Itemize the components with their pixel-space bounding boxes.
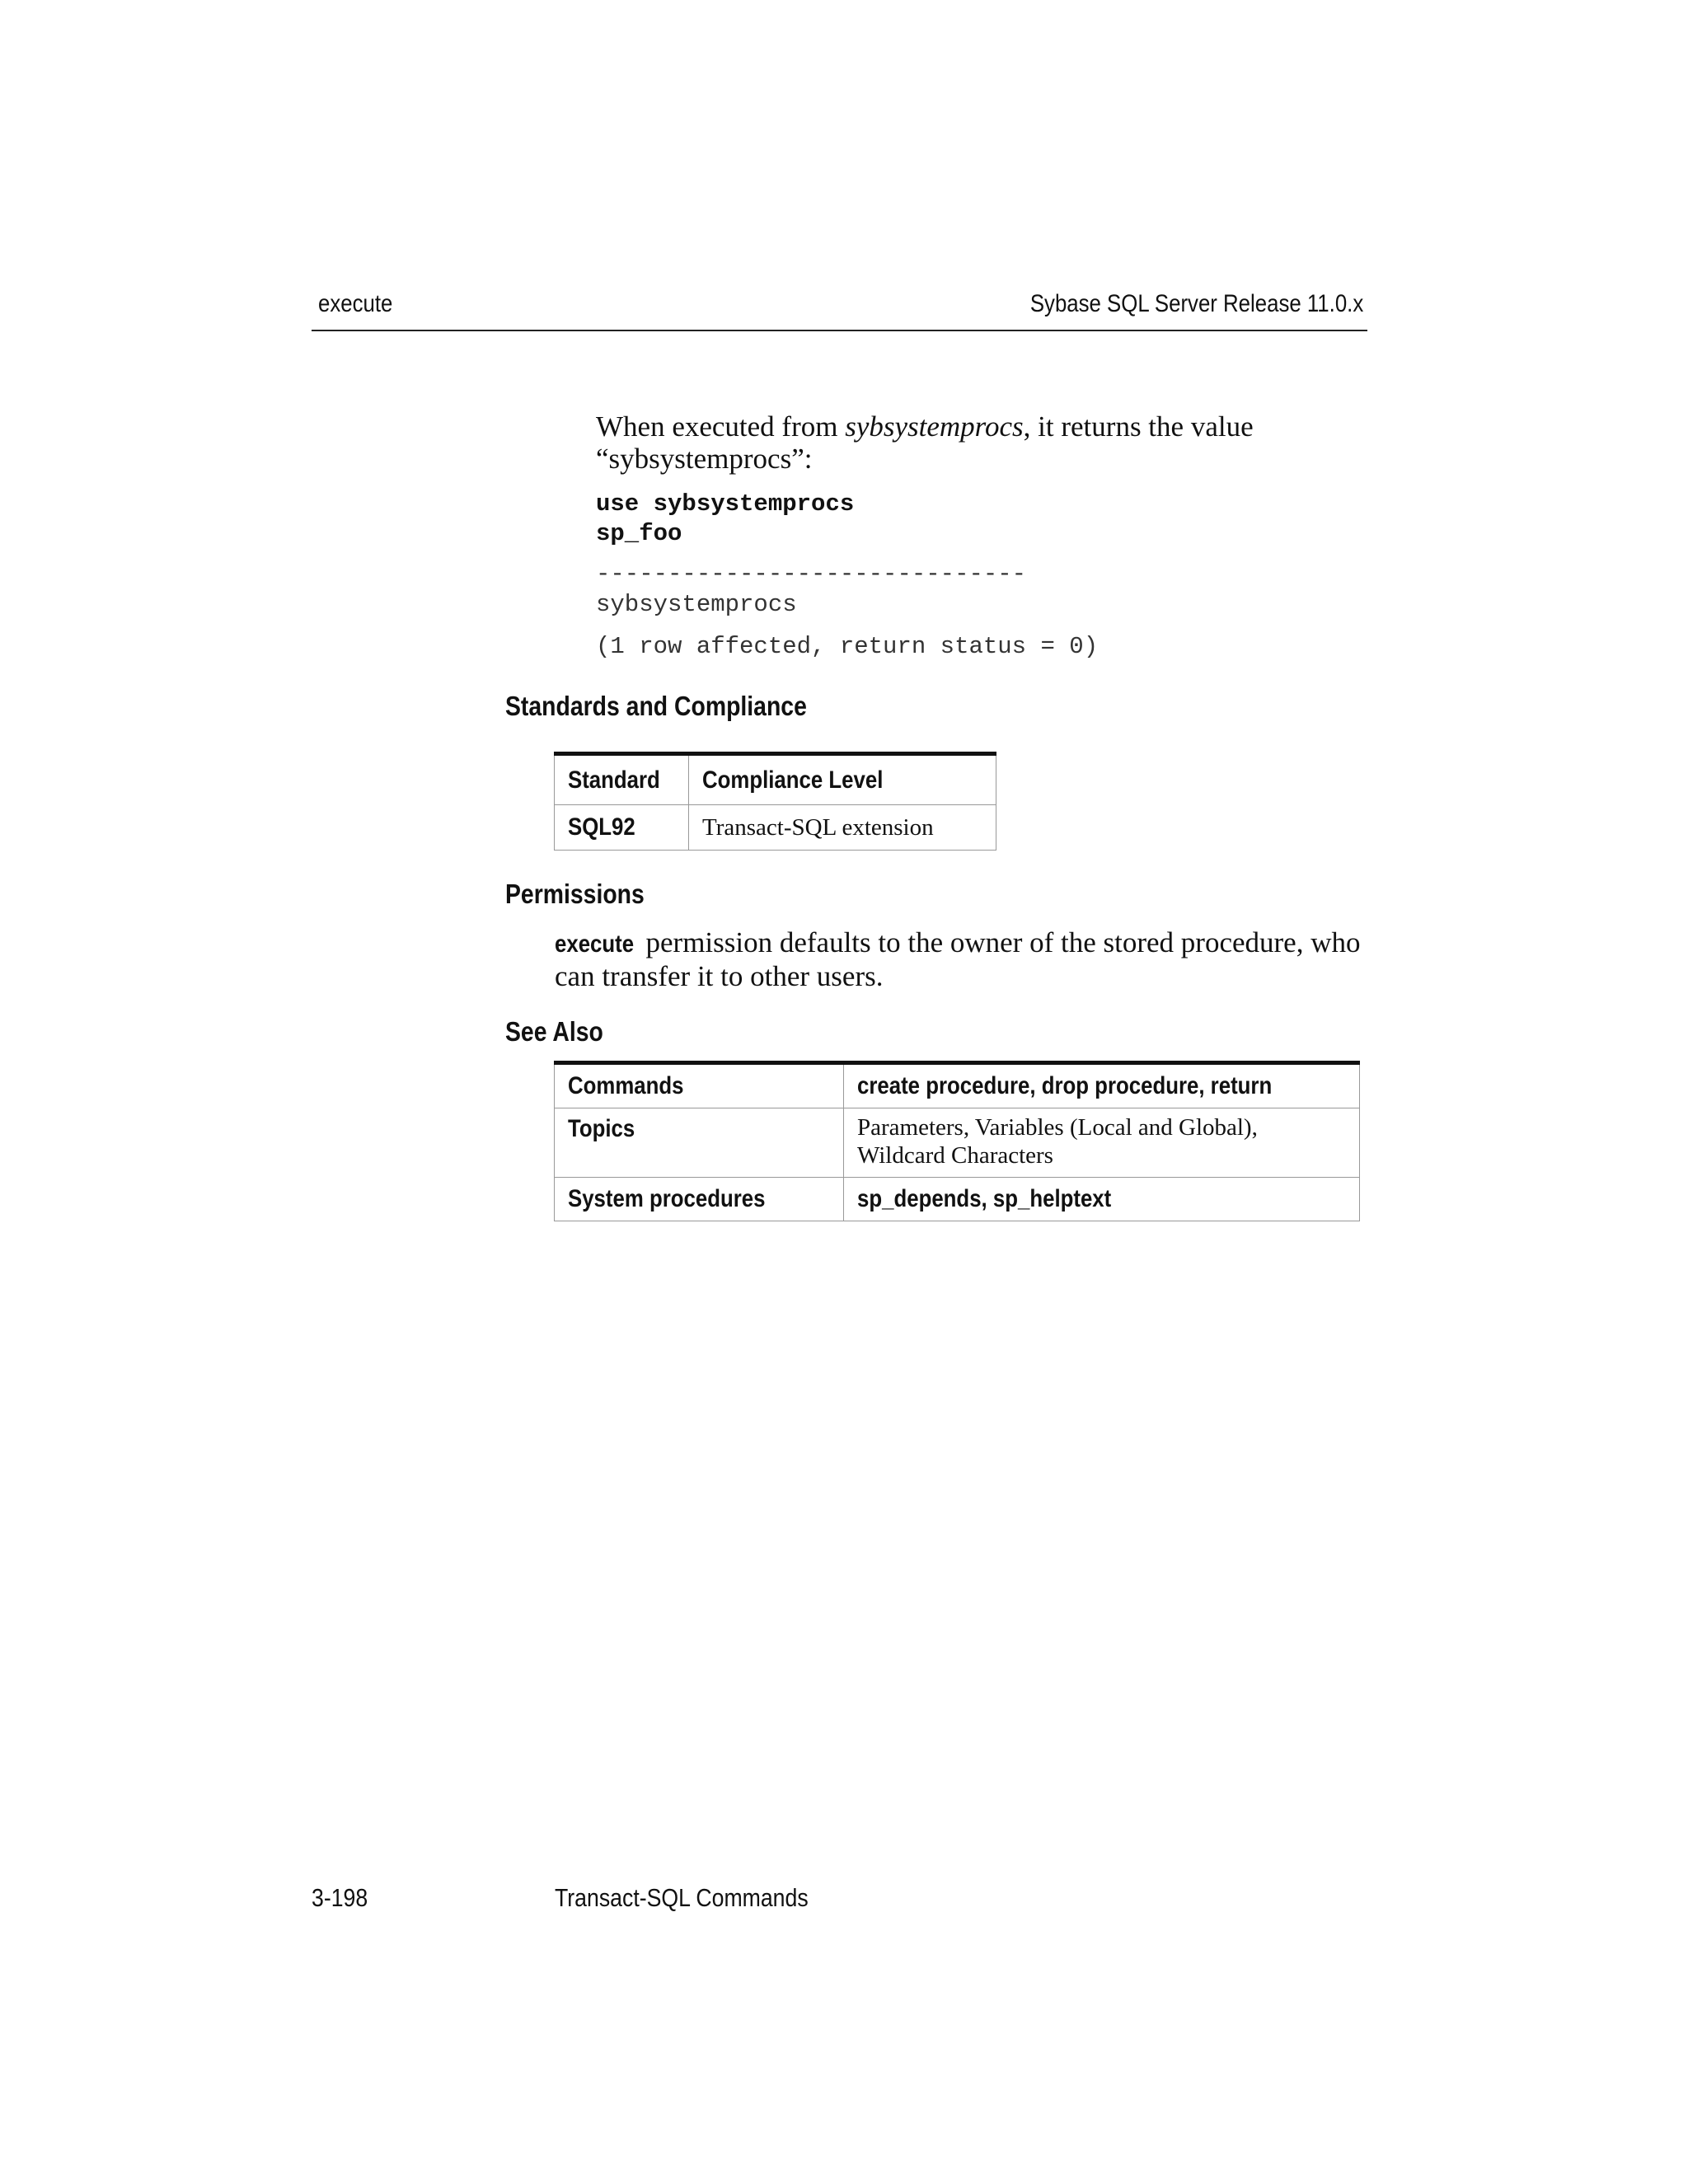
code-line-use: use sybsystemprocs: [596, 490, 855, 518]
table-row: [555, 805, 996, 851]
see-also-value-commands: create procedure, drop procedure, return: [844, 1063, 1360, 1108]
permissions-text: permission defaults to the owner of the stored procedure, who can transfer it to other users.: [555, 926, 1361, 992]
see-also-label-sysprocs: System procedures: [555, 1178, 844, 1221]
table-row: [555, 1108, 1360, 1178]
code-line-proc: sp_foo: [596, 520, 682, 547]
standards-cell-compliance: Transact-SQL extension: [689, 805, 996, 851]
intro-paragraph: [596, 410, 1362, 475]
running-header-right: Sybase SQL Server Release 11.0.x: [1029, 290, 1363, 317]
footer-title: Transact-SQL Commands: [555, 1883, 809, 1912]
table-row: [555, 1063, 1360, 1108]
see-also-table: [554, 1061, 1360, 1221]
running-header-left: execute: [318, 290, 393, 317]
table-row: [555, 1178, 1360, 1221]
code-result-value: sybsystemprocs: [596, 591, 797, 618]
see-also-value-sysprocs: sp_depends, sp_helptext: [844, 1178, 1360, 1221]
intro-text-after: , it returns the value “sybsystemprocs”:: [596, 410, 1254, 475]
permissions-keyword: execute: [555, 930, 635, 958]
standards-cell-standard: SQL92: [555, 805, 689, 851]
permissions-paragraph: [555, 926, 1367, 992]
see-also-label-topics: Topics: [555, 1108, 844, 1178]
permissions-heading: Permissions: [505, 879, 645, 909]
see-also-value-topics: Parameters, Variables (Local and Global), Wildcard Characters: [844, 1108, 1360, 1178]
see-also-heading: See Also: [505, 1016, 603, 1047]
standards-col-compliance: Compliance Level: [689, 754, 996, 805]
standards-col-standard: Standard: [555, 754, 689, 805]
code-result-separator: ------------------------------: [596, 560, 1027, 588]
standards-table: [554, 752, 996, 851]
header-rule: [312, 330, 1367, 331]
standards-heading: Standards and Compliance: [505, 691, 807, 721]
standards-table-header-row: [555, 754, 996, 805]
code-result-status: (1 row affected, return status = 0): [596, 633, 1099, 660]
page-number: 3-198: [312, 1883, 368, 1912]
intro-text-before: When executed from: [596, 410, 846, 443]
see-also-label-commands: Commands: [555, 1063, 844, 1108]
intro-emphasis: sybsystemprocs: [845, 410, 1024, 443]
